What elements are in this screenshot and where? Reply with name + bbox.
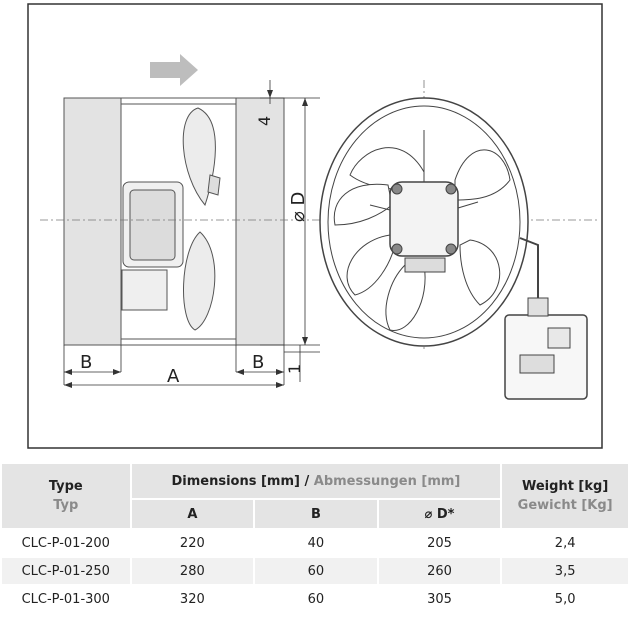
dim-label-b-left: B	[80, 352, 93, 373]
cell-b: 40	[307, 535, 325, 551]
weight-header	[502, 464, 628, 528]
dim-label-four: 4	[255, 115, 274, 126]
dimensions-header	[132, 464, 501, 498]
table-row	[2, 530, 628, 556]
col-header-b: B	[255, 500, 377, 528]
dimensions-header-de: Abmessungen [mm]	[313, 473, 461, 489]
cell-type: CLC-P-01-300	[21, 591, 110, 607]
specification-table	[0, 462, 630, 614]
dim-label-a: A	[167, 366, 180, 387]
cell-a: 280	[132, 558, 254, 584]
dim-label-b-right: B	[252, 352, 265, 373]
cell-d: 305	[427, 591, 452, 607]
side-view	[64, 98, 284, 345]
weight-header-de: Gewicht [Kg]	[517, 498, 613, 513]
type-header	[2, 464, 130, 528]
table-row	[2, 558, 628, 584]
cell-type: CLC-P-01-200	[21, 535, 110, 551]
col-header-a: A	[132, 500, 254, 528]
cell-b: 60	[307, 591, 325, 607]
cell-d: 205	[427, 535, 452, 551]
cell-b: 60	[255, 558, 377, 584]
dim-label-one: 1	[285, 363, 304, 374]
cell-a: 320	[179, 591, 205, 607]
cell-weight: 2,4	[554, 535, 576, 551]
type-header-de: Typ	[53, 498, 79, 513]
type-header-en: Type	[48, 479, 83, 494]
dim-label-diameter: ⌀ D	[288, 191, 309, 222]
table-row	[2, 586, 628, 612]
cell-d: 260	[379, 558, 501, 584]
dimensions-header-en: Dimensions [mm] /	[171, 473, 310, 489]
col-header-d: ⌀ D*	[379, 500, 501, 528]
cell-weight: 3,5	[502, 558, 628, 584]
cell-type: CLC-P-01-250	[2, 558, 130, 584]
cell-weight: 5,0	[554, 591, 576, 607]
cell-a: 220	[179, 535, 205, 551]
weight-header-en: Weight [kg]	[521, 479, 609, 494]
